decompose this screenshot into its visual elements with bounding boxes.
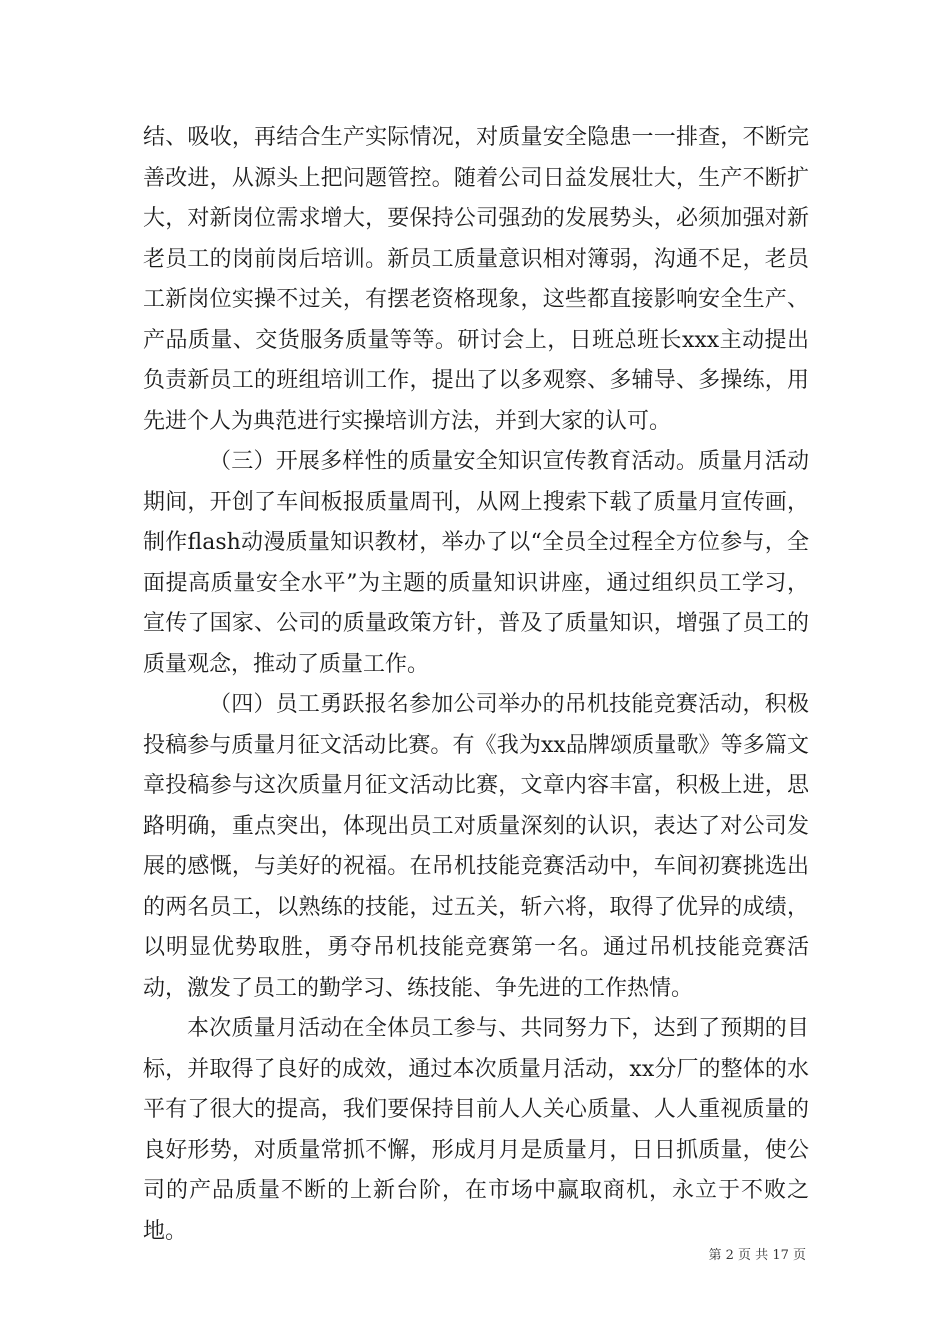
page-number-footer: 第 2 页 共 17 页: [708, 1248, 806, 1263]
paragraph-section-three: （三）开展多样性的质量安全知识宣传教育活动。质量月活动期间，开创了车间板报质量周刊，从网上搜索下载了质量月宣传画，制作flash动漫质量知识教材，举办了以“全员全过程全方位参与，全面提高质量安全水平”为主题的质量知识讲座，通过组织员工学习，宣传了国家、公司的质量政策方针，普及了质量知识，增强了员工的质量观念，推动了质量工作。: [143, 449, 809, 677]
paragraph-section-four: （四）员工勇跃报名参加公司举办的吊机技能竞赛活动，积极投稿参与质量月征文活动比赛。有《我为xx品牌颂质量歌》等多篇文章投稿参与这次质量月征文活动比赛，文章内容丰富，积极上进，思路明确，重点突出，体现出员工对质量深刻的认识，表达了对公司发展的感慨，与美好的祝福。在吊机技能竞赛活动中，车间初赛挑选出的两名员工，以熟练的技能，过五关，斩六将，取得了优异的成绩，以明显优势取胜，勇夺吊机技能竞赛第一名。通过吊机技能竞赛活动，激发了员工的勤学习、练技能、争先进的工作热情。: [143, 692, 809, 1001]
document-body: [143, 118, 809, 1252]
paragraph-continuation: 结、吸收，再结合生产实际情况，对质量安全隐患一一排查，不断完善改进，从源头上把问题管控。随着公司日益发展壮大，生产不断扩大，对新岗位需求增大，要保持公司强劲的发展势头，必须加强对新老员工的岗前岗后培训。新员工质量意识相对簿弱，沟通不足，老员工新岗位实操不过关，有摆老资格现象，这些都直接影响安全生产、产品质量、交货服务质量等等。研讨会上，日班总班长xxx主动提出负责新员工的班组培训工作，提出了以多观察、多辅导、多操练，用先进个人为典范进行实操培训方法，并到大家的认可。: [143, 125, 809, 434]
paragraph-conclusion: 本次质量月活动在全体员工参与、共同努力下，达到了预期的目标，并取得了良好的成效，通过本次质量月活动，xx分厂的整体的水平有了很大的提高，我们要保持目前人人关心质量、人人重视质量的良好形势，对质量常抓不懈，形成月月是质量月，日日抓质量，使公司的产品质量不断的上新台阶，在市场中赢取商机，永立于不败之地。: [143, 1016, 809, 1244]
